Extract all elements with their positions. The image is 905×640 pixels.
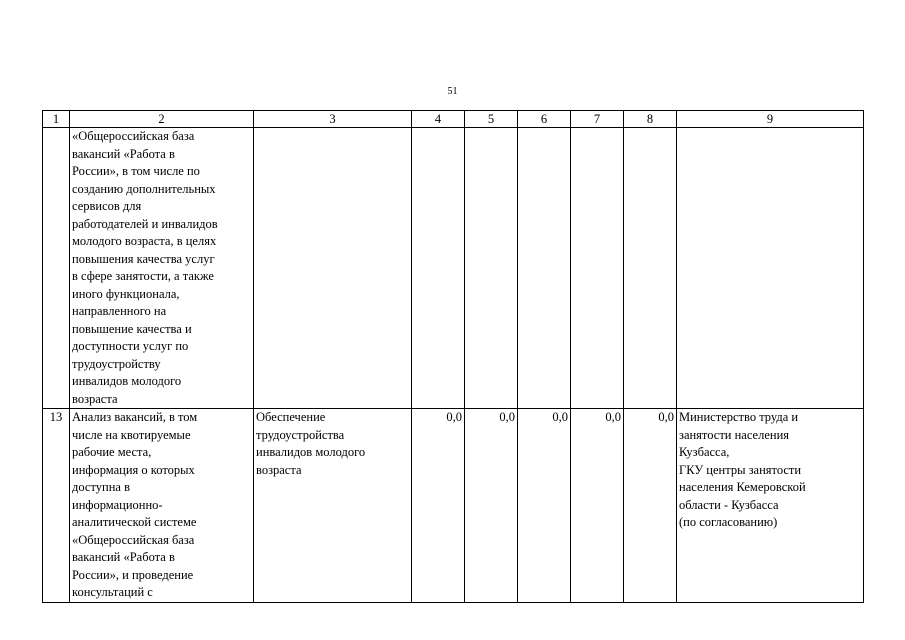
value-cell-4: 0,0 xyxy=(412,409,465,603)
column-header-7: 7 xyxy=(571,111,624,128)
table-row xyxy=(43,409,864,603)
row-number-cell xyxy=(43,128,70,409)
page-number: 51 xyxy=(447,86,458,97)
expected-result-cell xyxy=(254,128,412,409)
value-cell-6 xyxy=(518,128,571,409)
value-cell-5 xyxy=(465,128,518,409)
table-header-row xyxy=(43,111,864,128)
value-cell-4 xyxy=(412,128,465,409)
value-cell-8: 0,0 xyxy=(624,409,677,603)
measure-name-cell: «Общероссийская база вакансий «Работа в России», в том числе по созданию дополнительных сервисов для работодателей и инвалидов молодого возраста, в целях повышения качества услуг в сфере занятости, а также иного функционала, направленного на повышение качества и доступности услуг по трудоустройству инвалидов молодого возраста xyxy=(70,128,254,409)
measures-table xyxy=(42,110,864,603)
value-cell-6: 0,0 xyxy=(518,409,571,603)
column-header-1: 1 xyxy=(43,111,70,128)
column-header-8: 8 xyxy=(624,111,677,128)
responsible-cell: Министерство труда и занятости населения Кузбасса, ГКУ центры занятости населения Кемеровской области - Кузбасса (по согласованию) xyxy=(677,409,864,603)
table-row xyxy=(43,128,864,409)
responsible-cell xyxy=(677,128,864,409)
value-cell-8 xyxy=(624,128,677,409)
value-cell-7: 0,0 xyxy=(571,409,624,603)
column-header-5: 5 xyxy=(465,111,518,128)
column-header-3: 3 xyxy=(254,111,412,128)
value-cell-5: 0,0 xyxy=(465,409,518,603)
row-number-cell: 13 xyxy=(43,409,70,603)
value-cell-7 xyxy=(571,128,624,409)
column-header-6: 6 xyxy=(518,111,571,128)
measure-name-cell: Анализ вакансий, в том числе на квотируемые рабочие места, информация о которых доступна в информационно- аналитической системе «Общероссийская база вакансий «Работа в России», и проведение консультаций с xyxy=(70,409,254,603)
expected-result-cell: Обеспечение трудоустройства инвалидов молодого возраста xyxy=(254,409,412,603)
column-header-9: 9 xyxy=(677,111,864,128)
column-header-4: 4 xyxy=(412,111,465,128)
column-header-2: 2 xyxy=(70,111,254,128)
